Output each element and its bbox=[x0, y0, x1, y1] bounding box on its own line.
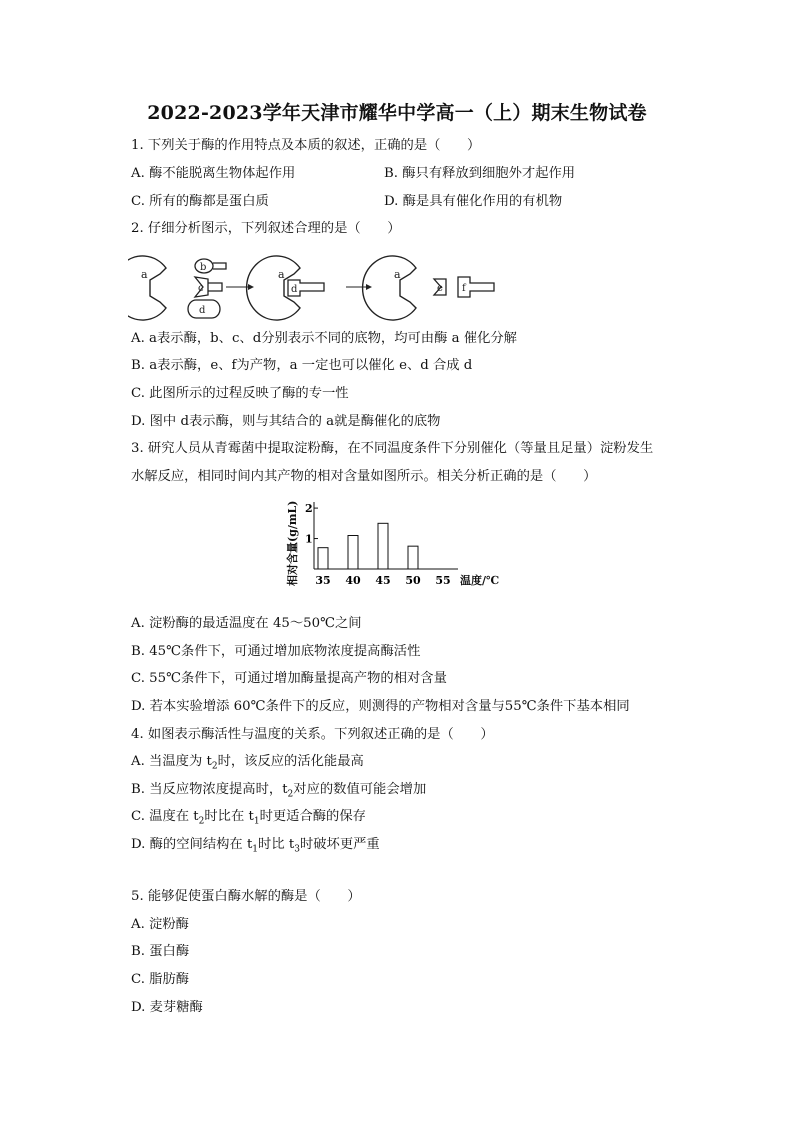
q2-option-a: A. a表示酶，b、c、d分别表示不同的底物，均可由酶 a 催化分解 bbox=[131, 331, 517, 346]
x-tick-label-55: 55 bbox=[435, 574, 451, 587]
q4-option-d: D. 酶的空间结构在 $t_1$时比 $t_3$时破坏更严重 bbox=[131, 837, 380, 855]
label-d-left: d bbox=[199, 305, 206, 316]
q4-stem: 4. 如图表示酶活性与温度的关系。下列叙述正确的是（ ） bbox=[131, 727, 494, 742]
enzyme-a-shape-right bbox=[363, 256, 416, 320]
label-f: f bbox=[462, 283, 466, 294]
q5-option-a: A. 淀粉酶 bbox=[131, 917, 189, 932]
q4-option-a: A. 当温度为 $t_2$时，该反应的活化能最高 bbox=[131, 754, 364, 772]
q5-option-c: C. 脂肪酶 bbox=[131, 972, 190, 987]
arrow-icon-1 bbox=[248, 284, 254, 290]
x-tick-label-40: 40 bbox=[345, 574, 361, 587]
label-b: b bbox=[200, 262, 207, 273]
label-e: e bbox=[437, 283, 443, 294]
enzyme-substrate-diagram bbox=[128, 246, 508, 326]
y-tick-label-0: 1 bbox=[305, 532, 313, 546]
bar-35 bbox=[318, 548, 328, 569]
q1-option-d: D. 酶是具有催化作用的有机物 bbox=[384, 194, 563, 209]
x-tick-label-50: 50 bbox=[405, 574, 421, 587]
enzyme-a-shape-left bbox=[128, 256, 166, 320]
label-d-middle: d bbox=[291, 284, 298, 295]
x-tick-label-35: 35 bbox=[315, 574, 331, 587]
chart-xlabel: 温度/℃ bbox=[460, 574, 500, 587]
arrow-icon-2 bbox=[366, 284, 372, 290]
q3-option-c: C. 55℃条件下，可通过增加酶量提高产物的相对含量 bbox=[131, 671, 447, 686]
q1-stem: 1. 下列关于酶的作用特点及本质的叙述，正确的是（ ） bbox=[131, 138, 481, 153]
q3-option-d: D. 若本实验增添 60℃条件下的反应，则测得的产物相对含量与55℃条件下基本相同 bbox=[131, 699, 630, 714]
bar-45 bbox=[378, 523, 388, 569]
q2-option-c: C. 此图所示的过程反映了酶的专一性 bbox=[131, 386, 349, 401]
q5-option-d: D. 麦芽糖酶 bbox=[131, 1000, 203, 1015]
q1-option-c: C. 所有的酶都是蛋白质 bbox=[131, 194, 269, 209]
q3-option-a: A. 淀粉酶的最适温度在 45～50℃之间 bbox=[131, 616, 362, 631]
bar-40 bbox=[348, 536, 358, 570]
q4-option-b: B. 当反应物浓度提高时，$t_2$对应的数值可能会增加 bbox=[131, 782, 427, 800]
q2-option-d: D. 图中 d表示酶，则与其结合的 a就是酶催化的底物 bbox=[131, 414, 441, 429]
label-a-left: a bbox=[141, 268, 148, 281]
label-a-middle: a bbox=[278, 268, 285, 281]
y-tick-label-1: 2 bbox=[305, 502, 313, 516]
q3-stem-line2: 水解反应，相同时间内其产物的相对含量如图所示。相关分析正确的是（ ） bbox=[131, 469, 597, 484]
q1-option-a: A. 酶不能脱离生物体起作用 bbox=[131, 166, 296, 181]
q3-stem-line1: 3. 研究人员从青霉菌中提取淀粉酶，在不同温度条件下分别催化（等量且足量）淀粉发生 bbox=[131, 441, 654, 456]
q5-option-b: B. 蛋白酶 bbox=[131, 944, 190, 959]
q1-option-b: B. 酶只有释放到细胞外才起作用 bbox=[384, 166, 576, 181]
label-a-right: a bbox=[394, 268, 401, 281]
q5-stem: 5. 能够促使蛋白酶水解的酶是（ ） bbox=[131, 889, 361, 904]
label-c: c bbox=[198, 283, 204, 294]
q2-stem: 2. 仔细分析图示，下列叙述合理的是（ ） bbox=[131, 221, 401, 236]
page-title: 2022-2023学年天津市耀华中学高一（上）期末生物试卷 bbox=[147, 102, 647, 124]
bar-50 bbox=[408, 546, 418, 569]
q2-option-b: B. a表示酶，e、f为产物，a 一定也可以催化 e、d 合成 d bbox=[131, 358, 473, 373]
x-tick-label-45: 45 bbox=[375, 574, 391, 587]
chart-ylabel: 相对含量(g/mL) bbox=[286, 500, 299, 586]
q3-option-b: B. 45℃条件下，可通过增加底物浓度提高酶活性 bbox=[131, 644, 421, 659]
temperature-bar-chart bbox=[280, 494, 520, 594]
q4-option-c: C. 温度在 $t_2$时比在 $t_1$时更适合酶的保存 bbox=[131, 809, 366, 827]
